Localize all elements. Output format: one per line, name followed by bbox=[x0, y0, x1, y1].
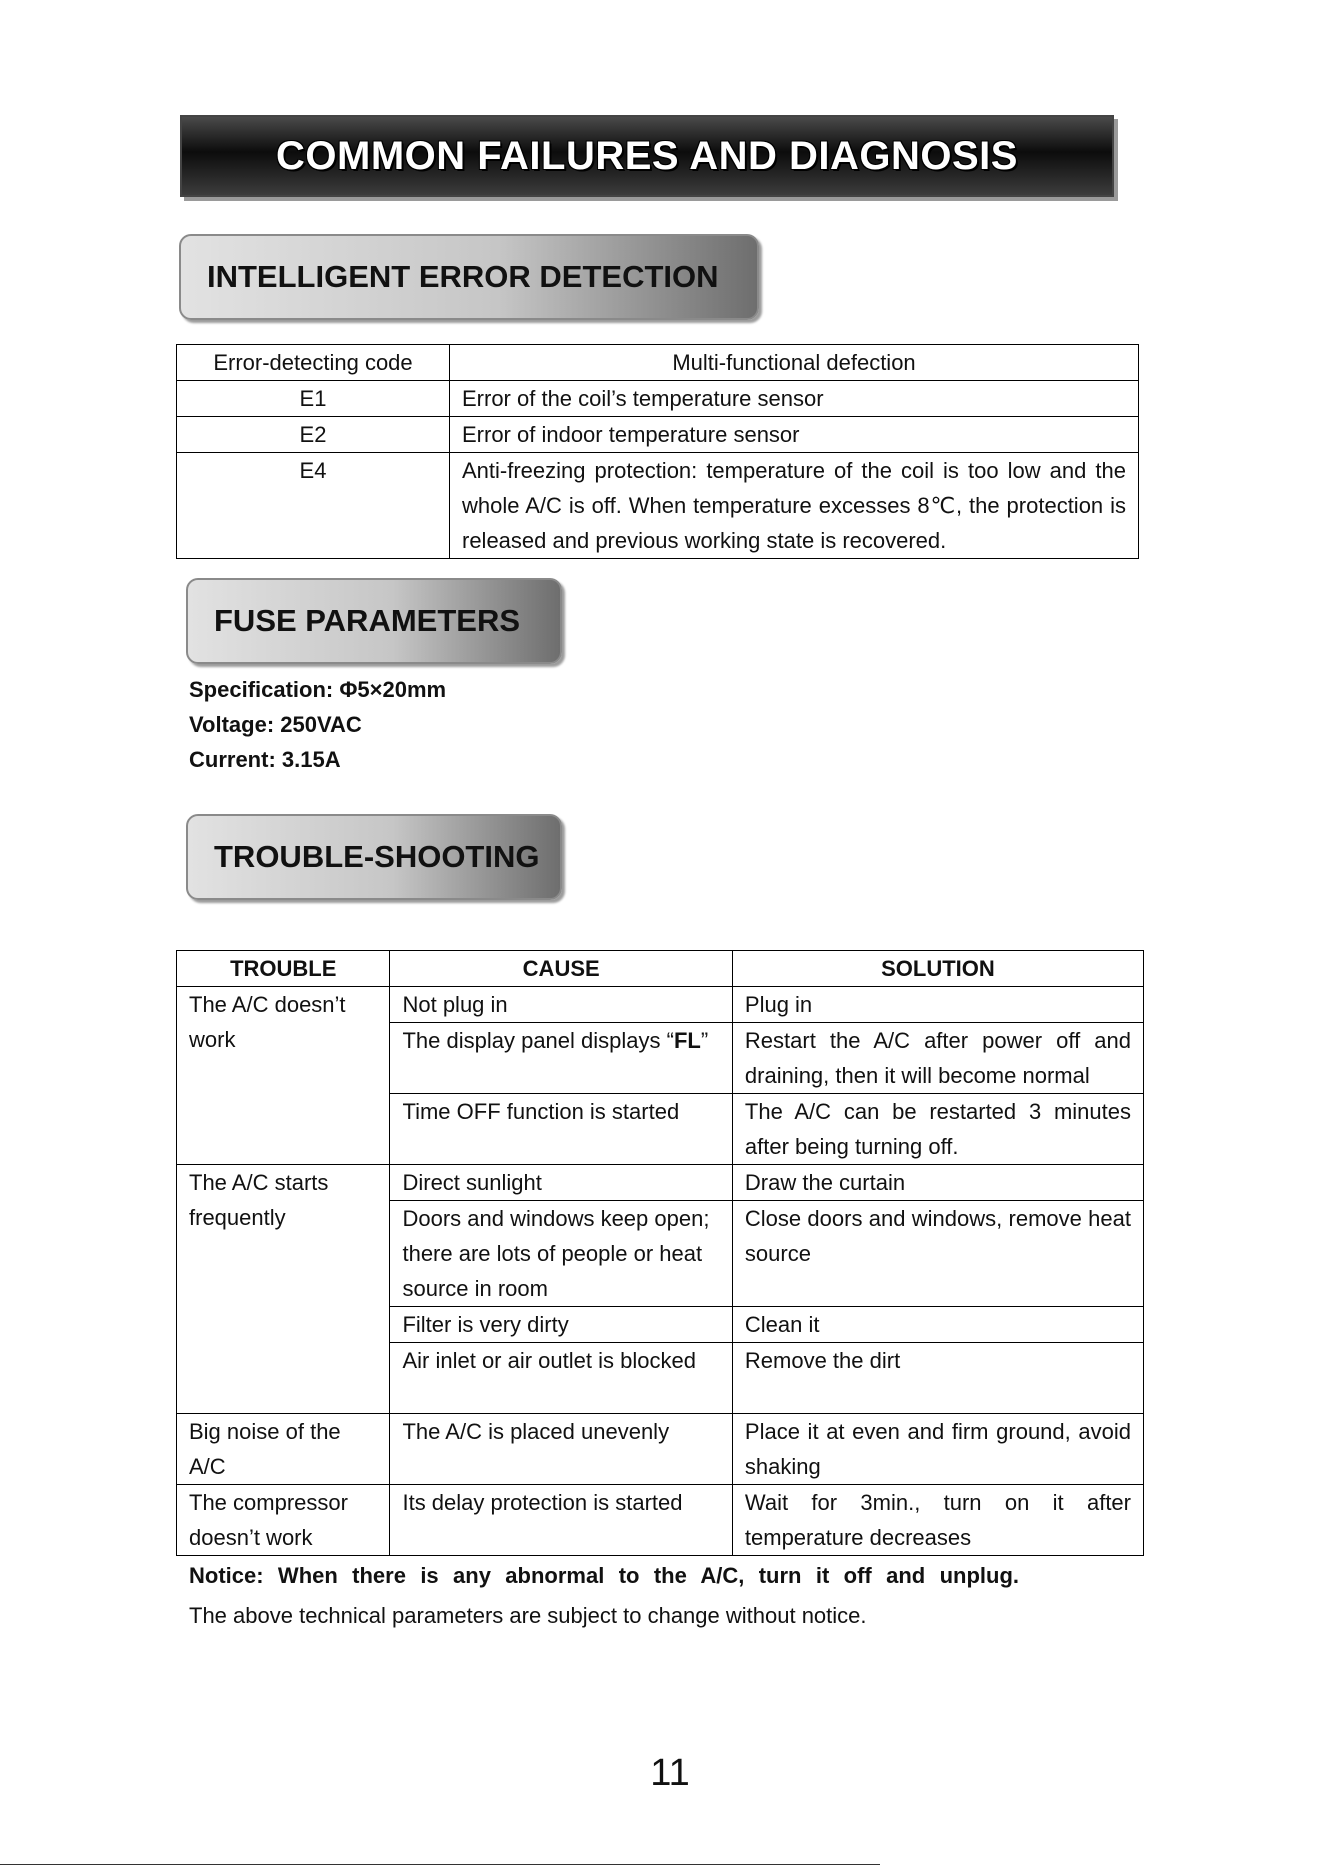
solution-cell: Clean it bbox=[732, 1307, 1143, 1343]
cause-cell: Not plug in bbox=[390, 987, 732, 1023]
section-header-trouble bbox=[186, 814, 562, 900]
footer-divider bbox=[0, 1864, 880, 1865]
section-header-fuse bbox=[186, 578, 562, 664]
table-row bbox=[177, 381, 1139, 417]
trouble-cell: Big noise of the A/C bbox=[177, 1414, 390, 1485]
table-row bbox=[177, 1414, 1144, 1485]
fuse-current: Current: 3.15A bbox=[189, 747, 341, 772]
solution-cell: Place it at even and firm ground, avoid shaking bbox=[732, 1414, 1143, 1485]
section-header-error-detection bbox=[179, 234, 759, 320]
error-code: E2 bbox=[177, 417, 450, 453]
error-code: E4 bbox=[177, 453, 450, 559]
solution-cell: Remove the dirt bbox=[732, 1343, 1143, 1414]
header-error-code: Error-detecting code bbox=[177, 345, 450, 381]
table-header-row bbox=[177, 345, 1139, 381]
fuse-specification: Specification: Φ5×20mm bbox=[189, 677, 447, 702]
section-title-error-detection: INTELLIGENT ERROR DETECTION bbox=[207, 259, 719, 294]
table-row bbox=[177, 453, 1139, 559]
page-title-banner bbox=[180, 115, 1114, 197]
cause-cell bbox=[390, 1023, 732, 1094]
table-header-row bbox=[177, 951, 1144, 987]
cause-code-fl: FL bbox=[673, 1028, 701, 1053]
error-description: Anti-freezing protection: temperature of the coil is too low and the whole A/C is off. When temperature excesses 8℃, the protection is released and previous working state is recovered. bbox=[450, 453, 1139, 559]
page-number: 11 bbox=[650, 1752, 690, 1794]
cause-text: The display panel displays “ bbox=[402, 1028, 674, 1053]
cause-cell: Direct sunlight bbox=[390, 1165, 732, 1201]
disclaimer-text: The above technical parameters are subject to change without notice. bbox=[189, 1603, 867, 1628]
solution-cell: The A/C can be restarted 3 minutes after being turning off. bbox=[732, 1094, 1143, 1165]
cause-text-end: ” bbox=[700, 1028, 709, 1053]
section-title-fuse: FUSE PARAMETERS bbox=[214, 603, 521, 638]
page-title: COMMON FAILURES AND DIAGNOSIS bbox=[276, 133, 1018, 178]
solution-cell: Close doors and windows, remove heat source bbox=[732, 1201, 1143, 1307]
solution-cell: Restart the A/C after power off and draining, then it will become normal bbox=[732, 1023, 1143, 1094]
trouble-cell: The A/C doesn’t work bbox=[177, 987, 390, 1165]
table-row bbox=[177, 987, 1144, 1023]
error-code-table bbox=[176, 344, 1139, 559]
table-row bbox=[177, 1485, 1144, 1556]
notice-text: Notice: When there is any abnormal to the A/C, turn it off and unplug. bbox=[189, 1563, 1019, 1588]
solution-cell: Wait for 3min., turn on it after temperature decreases bbox=[732, 1485, 1143, 1556]
error-description: Error of the coil’s temperature sensor bbox=[450, 381, 1139, 417]
cause-cell: Time OFF function is started bbox=[390, 1094, 732, 1165]
error-description: Error of indoor temperature sensor bbox=[450, 417, 1139, 453]
solution-cell: Draw the curtain bbox=[732, 1165, 1143, 1201]
trouble-shooting-table bbox=[176, 950, 1144, 1556]
table-row bbox=[177, 1165, 1144, 1201]
trouble-cell: The compressor doesn’t work bbox=[177, 1485, 390, 1556]
cause-cell: Its delay protection is started bbox=[390, 1485, 732, 1556]
trouble-cell: The A/C starts frequently bbox=[177, 1165, 390, 1414]
solution-cell: Plug in bbox=[732, 987, 1143, 1023]
error-code: E1 bbox=[177, 381, 450, 417]
cause-cell: The A/C is placed unevenly bbox=[390, 1414, 732, 1485]
cause-cell: Doors and windows keep open; there are lots of people or heat source in room bbox=[390, 1201, 732, 1307]
header-solution: SOLUTION bbox=[732, 951, 1143, 987]
cause-cell: Filter is very dirty bbox=[390, 1307, 732, 1343]
header-cause: CAUSE bbox=[390, 951, 732, 987]
table-row bbox=[177, 417, 1139, 453]
header-trouble: TROUBLE bbox=[177, 951, 390, 987]
section-title-trouble: TROUBLE-SHOOTING bbox=[214, 839, 540, 874]
fuse-voltage: Voltage: 250VAC bbox=[189, 712, 362, 737]
header-defection: Multi-functional defection bbox=[450, 345, 1139, 381]
cause-cell: Air inlet or air outlet is blocked bbox=[390, 1343, 732, 1414]
